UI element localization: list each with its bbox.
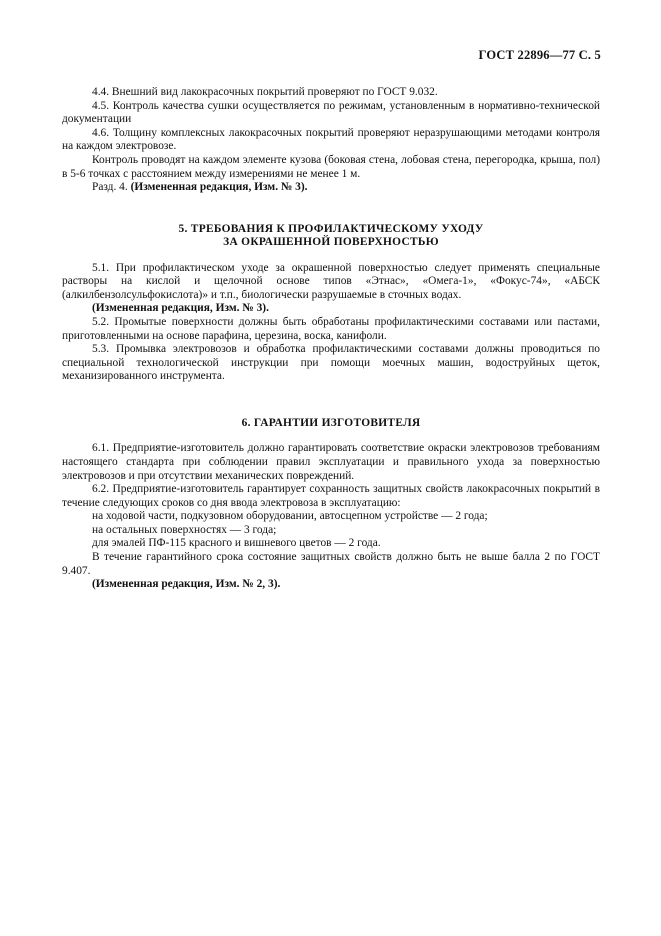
section-6-revision-note: (Измененная редакция, Изм. № 2, 3). <box>92 578 281 591</box>
paragraph-5-1-revision-note: (Измененная редакция, Изм. № 3). <box>92 302 269 315</box>
section-5-title-line2: ЗА ОКРАШЕННОЙ ПОВЕРХНОСТЬЮ <box>223 236 439 249</box>
paragraph-6-2: 6.2. Предприятие-изготовитель гарантирует сохранность защитных свойств лакокрасочных покрытий в течение следующих сроков со дня ввода электровоза в эксплуатацию: <box>62 483 600 509</box>
paragraph-4-5: 4.5. Контроль качества сушки осуществляется по режимам, установленным в нормативно-технической документации <box>62 99 600 126</box>
section-4-continuation <box>62 86 600 592</box>
paragraph-5-2: 5.2. Промытые поверхности должны быть обработаны профилактическими составами или пастами, приготовленными на основе парафина, церезина, воска, канифоли. <box>62 315 600 342</box>
paragraph-4-6-control: Контроль проводят на каждом элементе кузова (боковая стена, лобовая стена, перегородка, крыша, пол) в 5-6 точках с расстоянием между измерениями не менее 1 м. <box>62 153 600 180</box>
page-header: ГОСТ 22896—77 С. 5 <box>478 48 601 62</box>
paragraph-4-4: 4.4. Внешний вид лакокрасочных покрытий проверяют по ГОСТ 9.032. <box>92 86 438 98</box>
paragraph-6-2-warranty: В течение гарантийного срока состояние защитных свойств должно быть не выше балла 2 по ГОСТ 9.407. <box>62 551 600 577</box>
section-5-title-line1: 5. ТРЕБОВАНИЯ К ПРОФИЛАКТИЧЕСКОМУ УХОДУ <box>178 222 484 235</box>
section-4-revision-note <box>62 181 600 195</box>
list-item: на остальных поверхностях — 3 года; <box>92 523 277 536</box>
razd-prefix: Разд. 4. <box>92 181 128 194</box>
section-6-title: 6. ГАРАНТИИ ИЗГОТОВИТЕЛЯ <box>241 416 421 429</box>
razd-revision: (Измененная редакция, Изм. № 3). <box>130 181 308 194</box>
paragraph-6-1: 6.1. Предприятие-изготовитель должно гарантировать соответствие окраски электровозов требованиям настоящего стандарта при соблюдении правил эксплуатации и правильного ухода за поверхностью электровозов и при отсутствии механических повреждений. <box>62 442 600 482</box>
list-item: на ходовой части, подкузовном оборудовании, автосцепном устройстве — 2 года; <box>92 510 488 523</box>
paragraph-5-3: 5.3. Промывка электровозов и обработка профилактическими составами должны проводиться по специальной технологической инструкции при помощи моечных машин, водоструйных щеток, механизированного инструмента. <box>62 343 600 383</box>
list-item: для эмалей ПФ-115 красного и вишневого цветов — 2 года. <box>92 537 381 550</box>
paragraph-5-1: 5.1. При профилактическом уходе за окрашенной поверхностью следует применять специальные растворы на кислой и щелочной основе типов «Этнас», «Омега-1», «Фокус-74», «АБСК (алкилбензолсульфокислота)» и т.п., биологически разрушаемые в сточных водах. <box>62 261 600 301</box>
paragraph-4-6: 4.6. Толщину комплексных лакокрасочных покрытий проверяют неразрушающими методами контроля на каждом электровозе. <box>62 126 600 153</box>
